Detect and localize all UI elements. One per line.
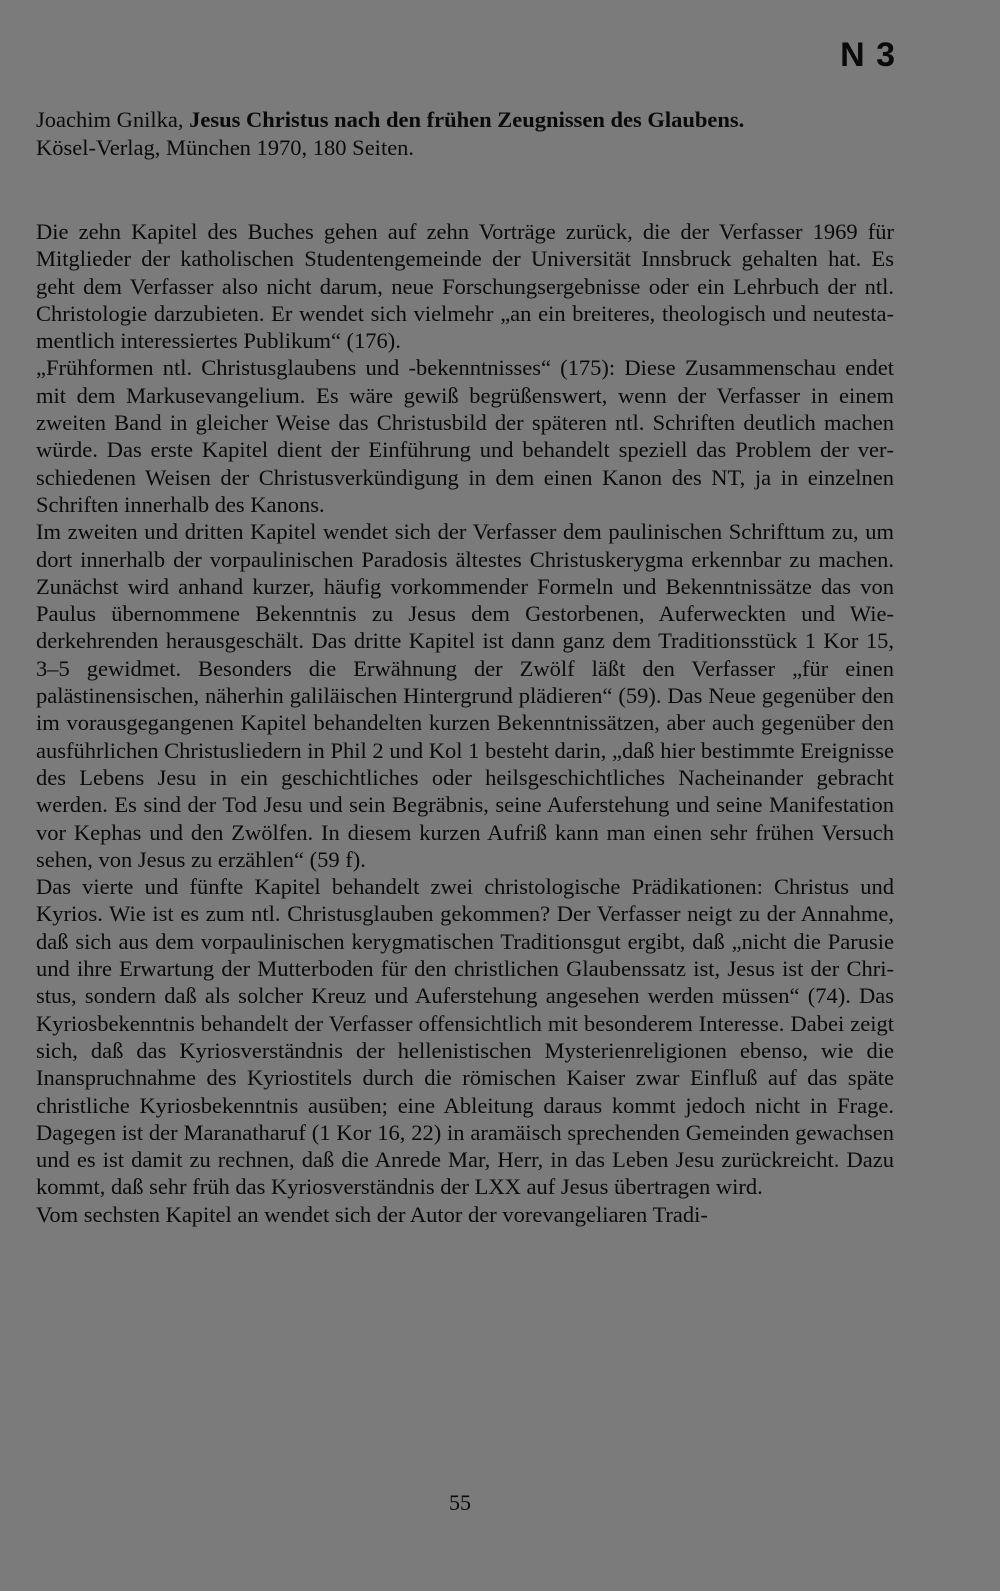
page-mark: N 3 — [840, 36, 896, 74]
review-body — [36, 218, 894, 1228]
paragraph: Vom sechsten Kapitel an wendet sich der Autor der vorevangeliaren Tradi- — [36, 1201, 708, 1227]
citation-publisher: Kösel-Verlag, München 1970, 180 Seiten. — [36, 135, 415, 160]
book-citation — [36, 106, 896, 162]
citation-author: Joachim Gnilka, — [36, 107, 184, 132]
paragraph: Die zehn Kapitel des Buches gehen auf zehn Vorträge zurück, die der Verfasser 1969 für Mitglieder der katholischen Studentengemeinde der Universität Innsbruck gehalten hat. Es geht dem Verfasser also nicht darum, neue Forschungsergebnisse oder ein Lehrbuch der ntl. Christologie darzubieten. Er wendet sich vielmehr „an ein breiteres, theologisch und neutestamentlich interessiertes Publikum“ (176). — [36, 219, 894, 354]
paragraph: „Frühformen ntl. Christusglaubens und -bekenntnisses“ (175): Diese Zusammenschau endet mit dem Markusevangelium. Es wäre gewiß begrüßenswert, wenn der Verfasser in einem zweiten Band in gleicher Weise das Christusbild der späteren ntl. Schriften deutlich machen würde. Das erste Kapitel dient der Einführung und behandelt speziell das Problem der verschiedenen Weisen der Christusverkündigung in dem einen Kanon des NT, ja in einzelnen Schriften innerhalb des Kanons. — [36, 355, 894, 517]
citation-title: Jesus Christus nach den frühen Zeugnissen des Glaubens. — [189, 107, 745, 132]
page-number: 55 — [449, 1490, 471, 1515]
paragraph: Im zweiten und dritten Kapitel wendet sich der Verfasser dem paulinischen Schrifttum zu, um dort innerhalb der vorpaulinischen Paradosis ältestes Christuskerygma erkennbar zu machen. Zunächst wird anhand kurzer, häufig vorkommender Formeln und Bekenntnissätze das von Paulus übernommene Bekenntnis zu Jesus dem Gestorbenen, Auferweckten und Wiederkehrenden herausgeschält. Das dritte Kapitel ist dann ganz dem Traditionsstück 1 Kor 15, 3–5 gewidmet. Besonders die Erwähnung der Zwölf läßt den Verfasser „für einen palästinensischen, näherhin galiläischen Hintergrund plädieren“ (59). Das Neue gegenüber den im vorausgegangenen Kapitel behandelten kurzen Bekenntnissätzen, aber auch gegenüber den ausführlichen Christusliedern in Phil 2 und Kol 1 besteht darin, „daß hier bestimmte Ereignisse des Lebens Jesu in ein geschichtliches oder heilsgeschichtliches Nacheinander gebracht werden. Es sind der Tod Jesu und sein Begräbnis, seine Auferstehung und seine Manifestation vor Kephas und den Zwölfen. In diesem kurzen Aufriß kann man einen sehr frühen Versuch sehen, von Jesus zu erzählen“ (59 f). — [36, 519, 894, 872]
paragraph: Das vierte und fünfte Kapitel behandelt zwei christologische Prädikationen: Christus und Kyrios. Wie ist es zum ntl. Christusglauben gekommen? Der Verfasser neigt zu der Annahme, daß sich aus dem vorpaulinischen kerygmatischen Traditionsgut ergibt, daß „nicht die Parusie und ihre Erwartung der Mutterboden für den christlichen Glaubenssatz ist, Jesus ist der Christus, sondern daß als solcher Kreuz und Auferstehung angesehen werden müssen“ (74). Das Kyriosbekenntnis behandelt der Verfasser offensichtlich mit besonderem Interesse. Dabei zeigt sich, daß das Kyriosverständnis der hellenistischen Mysterienreligionen ebenso, wie die Inanspruchnahme des Kyriostitels durch die römischen Kaiser zwar Einfluß auf das späte christliche Kyriosbekenntnis ausüben; eine Ableitung daraus kommt jedoch nicht in Frage. Dagegen ist der Maranatharuf (1 Kor 16, 22) in aramäisch sprechenden Gemeinden gewachsen und es ist damit zu rechnen, daß die Anrede Mar, Herr, in das Leben Jesu zurückreicht. Dazu kommt, daß sehr früh das Kyriosverständnis der LXX auf Jesus übertragen wird. — [36, 874, 894, 1200]
